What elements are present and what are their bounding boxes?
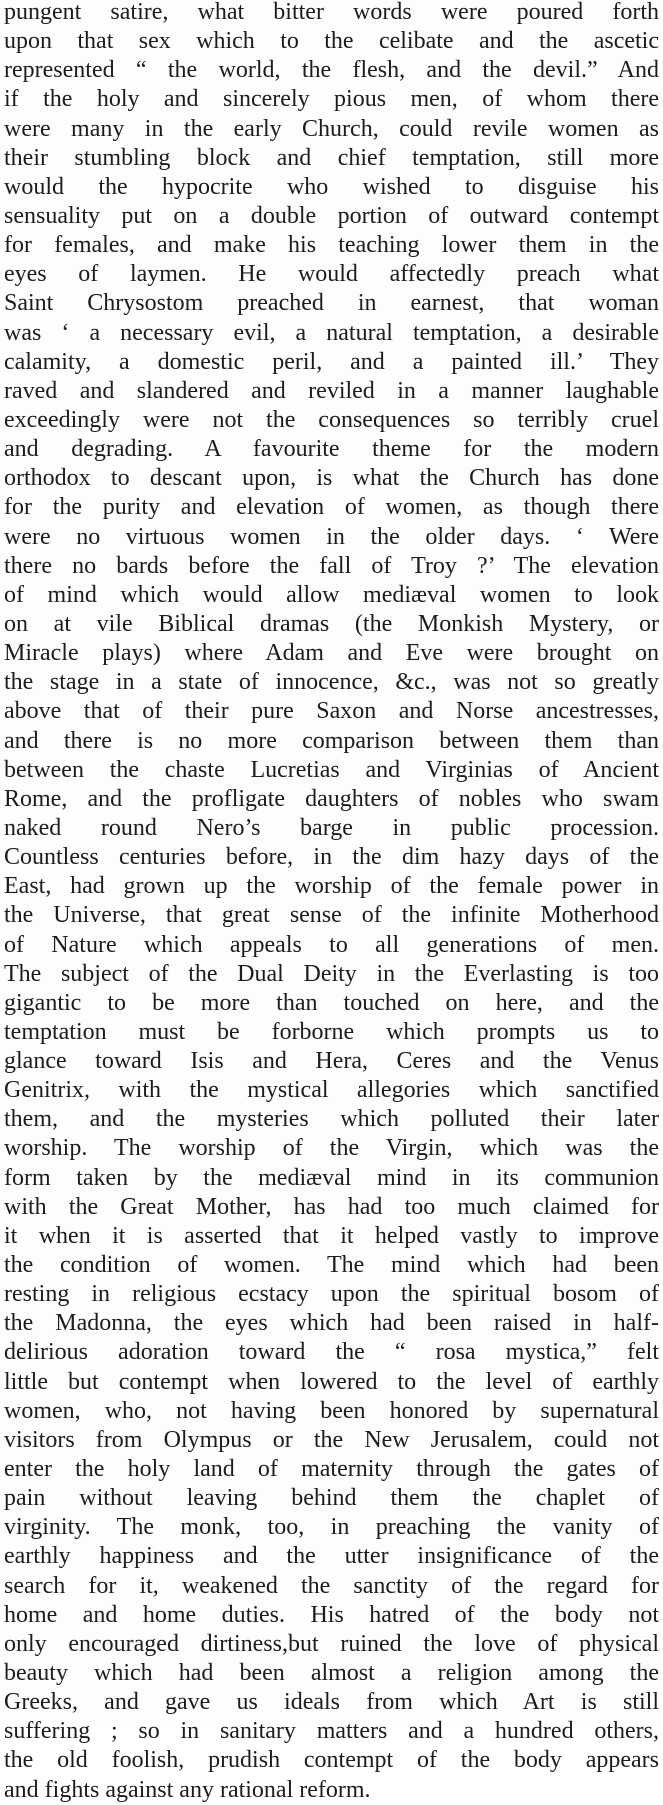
text-line: worship. The worship of the Virgin, which was the — [4, 1135, 659, 1162]
text-line: and fights against any rational reform. — [4, 1776, 371, 1803]
text-line: East, had grown up the worship of the female power in — [4, 873, 659, 900]
text-line: was ‘ a necessary evil, a natural temptation, a desirable — [4, 319, 659, 346]
text-line: only encouraged dirtiness,but ruined the love of physical — [4, 1630, 659, 1657]
text-line: gigantic to be more than touched on here, and the — [4, 989, 659, 1016]
text-line: earthly happiness and the utter insignificance of the — [4, 1543, 659, 1570]
text-line: the stage in a state of innocence, &c., was not so greatly — [4, 669, 659, 696]
text-line: beauty which had been almost a religion among the — [4, 1660, 659, 1687]
text-line: delirious adoration toward the “ rosa mystica,” felt — [4, 1339, 659, 1366]
text-line: and degrading. A favourite theme for the modern — [4, 436, 659, 463]
text-line: search for it, weakened the sanctity of the regard for — [4, 1572, 659, 1599]
text-line: Genitrix, with the mystical allegories which sanctified — [4, 1077, 659, 1104]
text-line: represented “ the world, the flesh, and the devil.” And — [4, 57, 659, 84]
text-line: home and home duties. His hatred of the body not — [4, 1601, 659, 1628]
text-line: between the chaste Lucretias and Virginias of Ancient — [4, 756, 659, 783]
text-line: their stumbling block and chief temptation, still more — [4, 144, 659, 171]
text-line: upon that sex which to the celibate and the ascetic — [4, 28, 659, 55]
text-line: suffering ; so in sanitary matters and a hundred others, — [4, 1718, 659, 1745]
text-line: Greeks, and gave us ideals from which Art is still — [4, 1689, 659, 1716]
text-line: resting in religious ecstacy upon the spiritual bosom of — [4, 1281, 659, 1308]
text-line: of Nature which appeals to all generations of men. — [4, 931, 659, 958]
text-line: little but contempt when lowered to the level of earthly — [4, 1368, 659, 1395]
text-line: on at vile Biblical dramas (the Monkish Mystery, or — [4, 610, 659, 637]
text-line: Miracle plays) where Adam and Eve were brought on — [4, 640, 659, 667]
text-line: The subject of the Dual Deity in the Everlasting is too — [4, 960, 659, 987]
text-line: would the hypocrite who wished to disguise his — [4, 173, 659, 200]
text-line: for females, and make his teaching lower them in the — [4, 232, 659, 259]
text-line: the condition of women. The mind which had been — [4, 1252, 659, 1279]
text-line: the Universe, that great sense of the infinite Motherhood — [4, 902, 659, 929]
text-line: the Madonna, the eyes which had been raised in half- — [4, 1310, 659, 1337]
text-line: form taken by the mediæval mind in its communion — [4, 1164, 659, 1191]
text-line: glance toward Isis and Hera, Ceres and the Venus — [4, 1048, 659, 1075]
text-line: sensuality put on a double portion of outward contempt — [4, 202, 659, 229]
text-line: temptation must be forborne which prompts us to — [4, 1018, 659, 1045]
text-column — [4, 0, 659, 1805]
text-line: there no bards before the fall of Troy ?’ The elevation — [4, 552, 659, 579]
text-line: visitors from Olympus or the New Jerusalem, could not — [4, 1426, 659, 1453]
text-line: orthodox to descant upon, is what the Church has done — [4, 465, 659, 492]
text-line: were no virtuous women in the older days. ‘ Were — [4, 523, 659, 550]
text-line: calamity, a domestic peril, and a painted ill.’ They — [4, 348, 659, 375]
text-line: if the holy and sincerely pious men, of whom there — [4, 86, 659, 113]
text-line: Saint Chrysostom preached in earnest, that woman — [4, 290, 659, 317]
text-line: with the Great Mother, has had too much claimed for — [4, 1193, 659, 1220]
text-line: Countless centuries before, in the dim hazy days of the — [4, 844, 659, 871]
text-line: them, and the mysteries which polluted their later — [4, 1106, 659, 1133]
text-line: exceedingly were not the consequences so terribly cruel — [4, 406, 659, 433]
text-line: raved and slandered and reviled in a manner laughable — [4, 377, 659, 404]
text-line: above that of their pure Saxon and Norse ancestresses, — [4, 698, 659, 725]
text-line: women, who, not having been honored by supernatural — [4, 1397, 659, 1424]
text-line: it when it is asserted that it helped vastly to improve — [4, 1222, 659, 1249]
text-line: and there is no more comparison between them than — [4, 727, 659, 754]
text-line: of mind which would allow mediæval women to look — [4, 581, 659, 608]
text-line: eyes of laymen. He would affectedly preach what — [4, 261, 659, 288]
text-line: virginity. The monk, too, in preaching the vanity of — [4, 1514, 659, 1541]
text-line: naked round Nero’s barge in public procession. — [4, 814, 659, 841]
text-line: enter the holy land of maternity through the gates of — [4, 1456, 659, 1483]
text-line: pungent satire, what bitter words were poured forth — [4, 0, 659, 25]
text-line: for the purity and elevation of women, as though there — [4, 494, 659, 521]
text-line: the old foolish, prudish contempt of the body appears — [4, 1747, 659, 1774]
text-line: pain without leaving behind them the chaplet of — [4, 1485, 659, 1512]
text-line: Rome, and the profligate daughters of nobles who swam — [4, 785, 659, 812]
text-line: were many in the early Church, could revile women as — [4, 115, 659, 142]
